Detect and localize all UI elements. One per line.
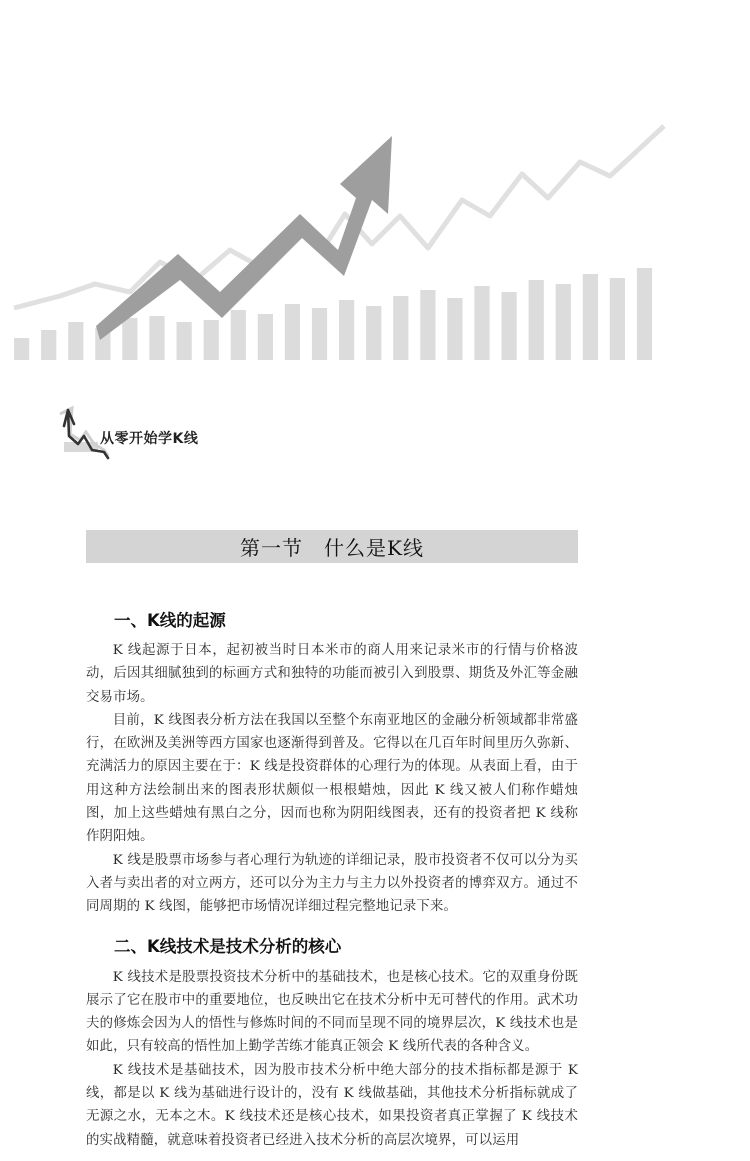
decorative-bar [339, 300, 354, 360]
book-title: 从零开始学K线 [100, 431, 199, 447]
subsection-heading: 二、K线技术是技术分析的核心 [114, 936, 342, 956]
decorative-bar [204, 320, 219, 360]
subsection-heading: 一、K线的起源 [114, 611, 226, 630]
decorative-bar [474, 286, 489, 360]
decorative-bar [529, 280, 544, 360]
decorative-bar [556, 284, 571, 360]
decorative-bar [68, 322, 83, 360]
decorative-bar [447, 298, 462, 360]
section-title-bar [86, 530, 578, 563]
decorative-bar [420, 290, 435, 360]
book-brand [58, 404, 258, 464]
paragraph: K 线是股票市场参与者心理行为轨迹的详细记录，股市投资者不仅可以分为买入者与卖出者的对立两方，还可以分为主力与主力以外投资者的博弈双方。通过不同周期的 K 线图，能够把市场情况详细过程完整地记录下来。 [86, 852, 578, 915]
paragraph: K 线技术是基础技术，因为股市技术分析中绝大部分的技术指标都是源于 K 线，都是以 K 线为基础进行设计的，没有 K 线做基础，其他技术分析指标就成了无源之水，无本之木。K 线技术还是核心技术，如果投资者真正掌握了 K 线技术的实战精髓，就意味着投资者已经进入技术分析的高层次境界，可以运用 [86, 1062, 578, 1148]
decorative-trend-line [14, 126, 664, 308]
section-title: 第一节 什么是K线 [240, 536, 424, 560]
decorative-bar [637, 268, 652, 360]
decorative-bar [231, 310, 246, 360]
decorative-bar [393, 296, 408, 360]
decorative-chart-banner [0, 0, 750, 400]
decorative-bar [610, 278, 625, 360]
paragraph: K 线起源于日本，起初被当时日本米市的商人用来记录米市的行情与价格波动，后因其细腻独到的标画方式和独特的功能而被引入到股票、期货及外汇等金融交易市场。 [86, 643, 578, 705]
decorative-bar [502, 292, 517, 360]
paragraph: K 线技术是股票投资技术分析中的基础技术，也是核心技术。它的双重身份既展示了它在股市中的重要地位，也反映出它在技术分析中无可替代的作用。武术功夫的修炼会因为人的悟性与修炼时间的不同而呈现不同的境界层次，K 线技术也是如此，只有较高的悟性加上勤学苦练才能真正领会 K 线所代表的各种含义。 [86, 969, 578, 1055]
decorative-bar [285, 304, 300, 360]
paragraph: 目前，K 线图表分析方法在我国以至整个东南亚地区的金融分析领域都非常盛行，在欧洲及美洲等西方国家也逐渐得到普及。它得以在几百年时间里历久弥新、充满活力的原因主要在于：K 线是投资群体的心理行为的体现。从表面上看，由于用这种方法绘制出来的图表形状颇似一根根蜡烛，因此 K 线又被人们称作蜡烛图，加上这些蜡烛有黑白之分，因而也称为阴阳线图表，还有的投资者把 K 线称作阴阳烛。 [86, 712, 578, 845]
decorative-bar [14, 338, 29, 360]
decorative-bar [122, 318, 137, 360]
decorative-bar [149, 316, 164, 360]
decorative-bar [366, 306, 381, 360]
decorative-bar [583, 274, 598, 360]
decorative-bar [258, 314, 273, 360]
decorative-bar [177, 322, 192, 360]
main-content [86, 600, 578, 1152]
decorative-bar [41, 330, 56, 360]
decorative-bar [312, 308, 327, 360]
